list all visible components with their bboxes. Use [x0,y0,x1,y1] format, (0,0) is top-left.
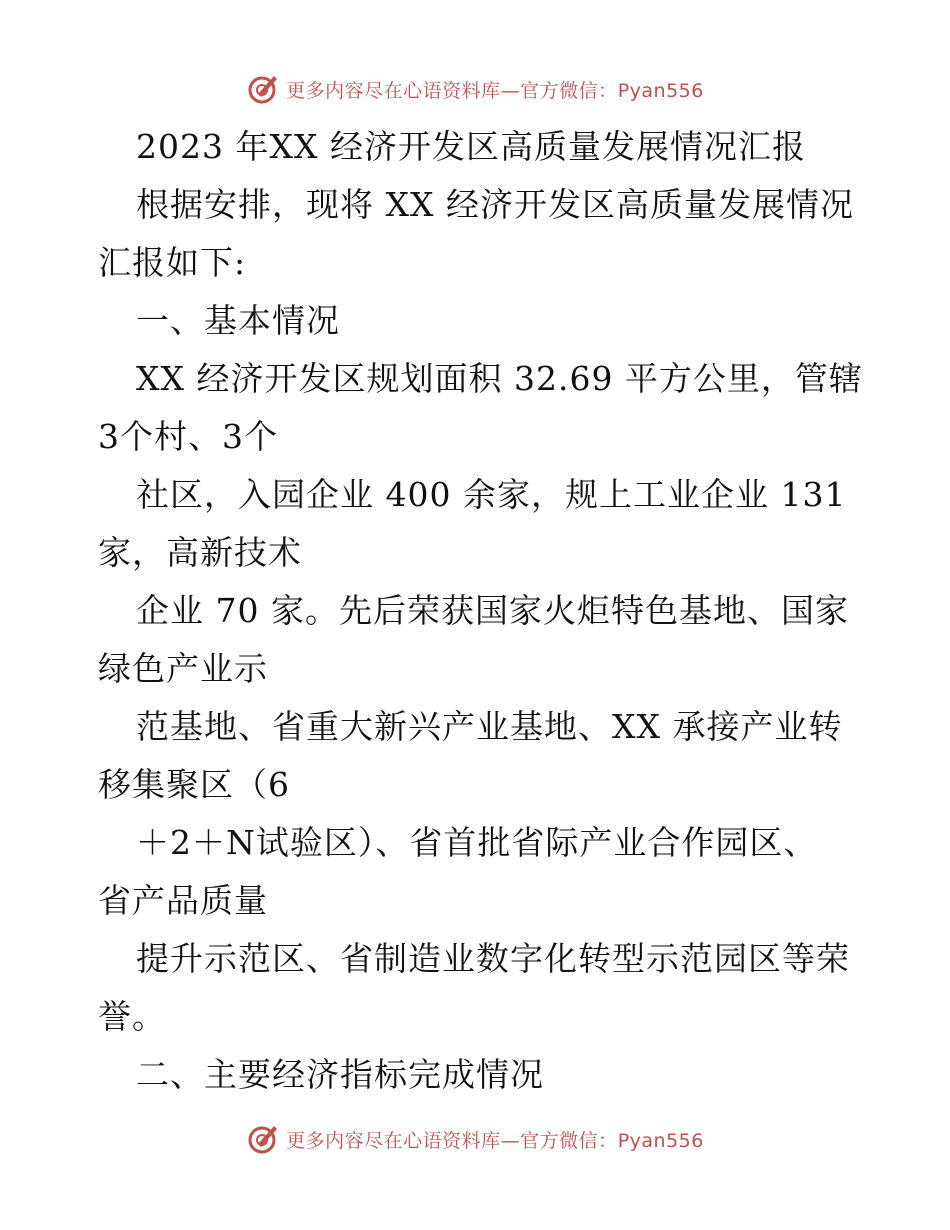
paragraph-line: 社区，入园企业 400 余家，规上工业企业 131 [136,475,847,514]
watermark-id: Pyan556 [617,79,704,102]
paragraph-line: 二、主要经济指标完成情况 [136,1055,544,1094]
paragraph-line: 提升示范区、省制造业数字化转型示范园区等荣 [136,939,850,978]
paragraph-line: 3个村、3个 [98,417,278,456]
paragraph-line: 绿色产业示 [98,649,268,688]
footer-watermark [0,1122,950,1156]
watermark-suffix: 官方微信： [520,1129,618,1152]
paragraph-line: 汇报如下: [98,243,247,282]
watermark-id: Pyan556 [617,1129,704,1152]
paragraph-line: XX 经济开发区规划面积 32.69 平方公里，管辖 [136,359,863,398]
watermark-text: 更多内容尽在心语资料库 [286,79,501,102]
document-title: 2023 年XX 经济开发区高质量发展情况汇报 [136,127,806,166]
paragraph-line: 移集聚区（6 [98,765,290,804]
watermark-dash: — [500,1129,521,1152]
paragraph-line: 企业 70 家。先后荣获国家火炬特色基地、国家 [136,591,849,630]
paragraph-line: 誉。 [98,997,166,1036]
paragraph-line: 省产品质量 [98,881,268,920]
paragraph-line: 家，高新技术 [98,533,302,572]
paragraph-line: 范基地、省重大新兴产业基地、XX 承接产业转 [136,707,843,746]
paragraph-line: 根据安排，现将 XX 经济开发区高质量发展情况 [136,185,854,224]
paragraph-line: 一、基本情况 [136,301,340,340]
paragraph-line: ＋2＋N试验区）、省首批省际产业合作园区、 [136,823,818,862]
watermark-suffix: 官方微信： [520,79,618,102]
pen-logo-icon [246,72,280,106]
header-watermark [0,72,950,106]
document-body [98,118,863,1104]
watermark-text: 更多内容尽在心语资料库 [286,1129,501,1152]
watermark-dash: — [500,79,521,102]
pen-logo-icon [246,1122,280,1156]
